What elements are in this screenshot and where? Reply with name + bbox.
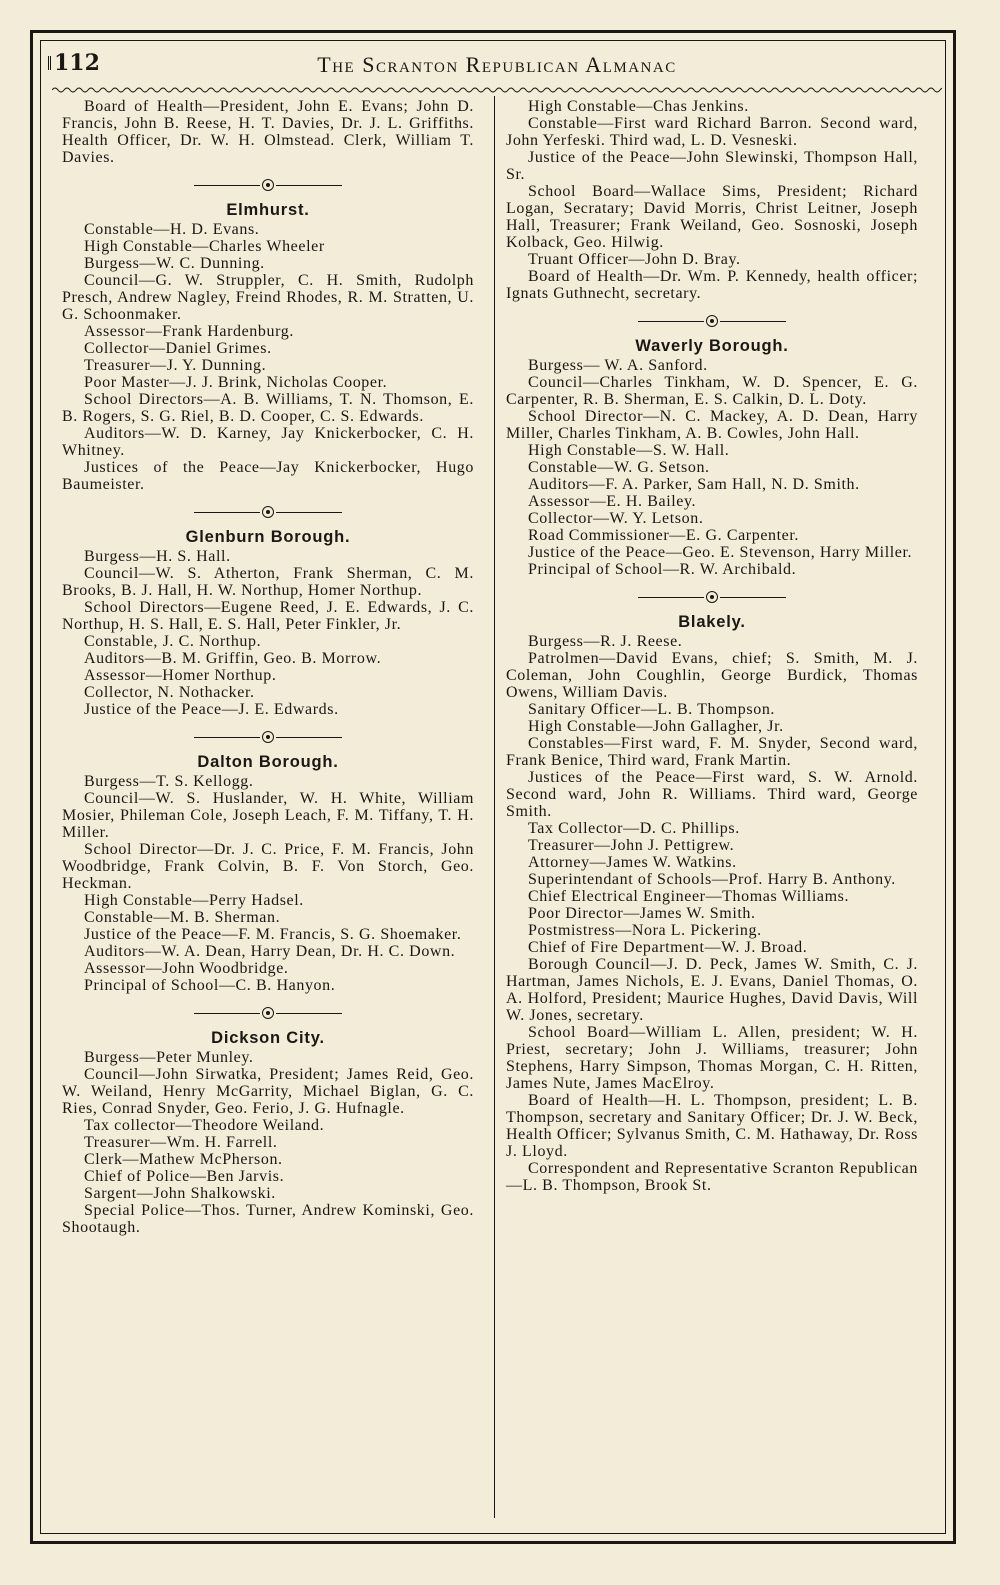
column-divider — [494, 96, 495, 1518]
directory-entry: Auditors—W. A. Dean, Harry Dean, Dr. H. C. Down. — [84, 943, 456, 960]
directory-entry: Burgess—R. J. Reese. — [528, 633, 683, 650]
directory-entry: Assessor—E. H. Bailey. — [528, 493, 697, 510]
directory-entry: Burgess—W. C. Dunning. — [84, 255, 265, 272]
directory-entry: High Constable—Charles Wheeler — [84, 238, 325, 255]
page-number: 112 — [54, 50, 100, 76]
right-column — [506, 98, 918, 1194]
directory-entry: Collector—W. Y. Letson. — [528, 510, 704, 527]
directory-entry: Auditors—F. A. Parker, Sam Hall, N. D. Smith. — [528, 476, 860, 493]
directory-entry: Council—W. S. Huslander, W. H. White, William Mosier, Phileman Cole, Joseph Leach, F. M. Tiffany, T. H. Miller. — [62, 790, 474, 841]
directory-entry: Principal of School—C. B. Hanyon. — [84, 977, 336, 994]
directory-entry: Poor Director—James W. Smith. — [528, 905, 756, 922]
directory-entry: Burgess— W. A. Sanford. — [528, 357, 708, 374]
directory-entry: Constable, J. C. Northup. — [84, 633, 262, 650]
directory-entry: Constable—M. B. Sherman. — [84, 909, 281, 926]
directory-entry: Correspondent and Representative Scranton Republican—L. B. Thompson, Brook St. — [506, 1160, 918, 1194]
directory-entry: Sargent—John Shalkowski. — [84, 1185, 276, 1202]
borough-section — [62, 1030, 474, 1236]
directory-entry: High Constable—Chas Jenkins. — [528, 98, 749, 115]
directory-entry: Auditors—B. M. Griffin, Geo. B. Morrow. — [84, 650, 382, 667]
directory-entry: Clerk—Mathew McPherson. — [84, 1151, 283, 1168]
directory-entry: School Directors—A. B. Williams, T. N. Thomson, E. B. Rogers, S. G. Riel, B. D. Cooper, C. S. Edwards. — [62, 391, 474, 425]
section-ornament — [506, 586, 918, 608]
directory-entry: Justice of the Peace—Geo. E. Stevenson, Harry Miller. — [528, 544, 913, 561]
directory-entry: Justice of the Peace—J. E. Edwards. — [84, 701, 339, 718]
directory-entry: Road Commissioner—E. G. Carpenter. — [528, 527, 800, 544]
directory-entry: Treasurer—John J. Pettigrew. — [528, 837, 735, 854]
section-title: Blakely. — [678, 613, 746, 631]
directory-entry: Assessor—John Woodbridge. — [84, 960, 289, 977]
directory-entry: Postmistress—Nora L. Pickering. — [528, 922, 762, 939]
left-column — [62, 98, 474, 1236]
directory-entry: Justice of the Peace—F. M. Francis, S. G. Shoemaker. — [84, 926, 462, 943]
directory-entry: Attorney—James W. Watkins. — [528, 854, 737, 871]
directory-entry: Burgess—Peter Munley. — [84, 1049, 254, 1066]
directory-entry: School Board—William L. Allen, president; W. H. Priest, secretary; John J. Williams, treasurer; John Stephens, Harry Simpson, Thomas Morgan, C. H. Ritten, James Nute, James MacElroy. — [506, 1024, 918, 1092]
directory-entry: School Director—Dr. J. C. Price, F. M. Francis, John Woodbridge, Frank Colvin, B. F. Von Storch, Geo. Heckman. — [62, 841, 474, 892]
section-title: Dalton Borough. — [197, 753, 339, 771]
directory-entry: Chief of Fire Department—W. J. Broad. — [528, 939, 808, 956]
directory-entry: Borough Council—J. D. Peck, James W. Smith, C. J. Hartman, James Nichols, E. J. Evans, Daniel Thomas, O. A. Holford, President; Maurice Hughes, David Davis, Will W. Jones, secretary. — [506, 956, 918, 1024]
directory-entry: School Board—Wallace Sims, President; Richard Logan, Secratary; David Morris, Christ Leitner, Joseph Hall, Treasurer; Frank Weiland, Geo. Sosnoski, Joseph Kolback, Geo. Hilwig. — [506, 183, 918, 251]
borough-section — [62, 202, 474, 493]
directory-entry: Council—Charles Tinkham, W. D. Spencer, E. G. Carpenter, R. B. Sherman, E. S. Calkin, D. L. Doty. — [506, 374, 918, 408]
directory-entry: High Constable—S. W. Hall. — [528, 442, 730, 459]
directory-entry: Chief of Police—Ben Jarvis. — [84, 1168, 285, 1185]
section-title: Dickson City. — [211, 1029, 325, 1047]
directory-entry: Tax Collector—D. C. Phillips. — [528, 820, 740, 837]
directory-entry: Chief Electrical Engineer—Thomas Williams. — [528, 888, 850, 905]
directory-entry: Sanitary Officer—L. B. Thompson. — [528, 701, 776, 718]
directory-entry: Assessor—Homer Northup. — [84, 667, 277, 684]
directory-entry: Council—John Sirwatka, President; James Reid, Geo. W. Weiland, Henry McGarrity, Michael Biglan, G. C. Ries, Conrad Snyder, Geo. Ferio, J. G. Hufnagle. — [62, 1066, 474, 1117]
directory-entry: Council—W. S. Atherton, Frank Sherman, C. M. Brooks, B. J. Hall, H. W. Northup, Homer Northup. — [62, 565, 474, 599]
section-ornament — [506, 310, 918, 332]
directory-entry: Special Police—Thos. Turner, Andrew Kominski, Geo. Shootaugh. — [62, 1202, 474, 1236]
borough-section — [506, 614, 918, 1194]
directory-entry: High Constable—John Gallagher, Jr. — [528, 718, 784, 735]
directory-entry: Constable—W. G. Setson. — [528, 459, 710, 476]
section-title: Glenburn Borough. — [185, 528, 351, 546]
borough-section — [62, 754, 474, 994]
directory-entry: Tax collector—Theodore Weiland. — [84, 1117, 325, 1134]
directory-entry: Constable—First ward Richard Barron. Second ward, John Yerfeski. Third wad, L. D. Vesneski. — [506, 115, 918, 149]
page-header — [52, 50, 942, 84]
section-title: Elmhurst. — [226, 201, 310, 219]
directory-entry: Constables—First ward, F. M. Snyder, Second ward, Frank Benice, Third ward, Frank Martin. — [506, 735, 918, 769]
directory-entry: Burgess—H. S. Hall. — [84, 548, 231, 565]
directory-entry: Burgess—T. S. Kellogg. — [84, 773, 254, 790]
directory-entry: Treasurer—Wm. H. Farrell. — [84, 1134, 278, 1151]
directory-entry: Board of Health—H. L. Thompson, president; L. B. Thompson, secretary and Sanitary Officer; Dr. J. W. Beck, Health Officer; Sylvanus Smith, C. M. Hathaway, Dr. Ross J. Lloyd. — [506, 1092, 918, 1160]
section-ornament — [62, 1002, 474, 1024]
directory-entry: Collector, N. Nothacker. — [84, 684, 255, 701]
directory-entry: Treasurer—J. Y. Dunning. — [84, 357, 267, 374]
directory-entry: High Constable—Perry Hadsel. — [84, 892, 304, 909]
section-ornament — [62, 501, 474, 523]
running-title: The Scranton Republican Almanac — [317, 52, 677, 77]
section-ornament — [62, 726, 474, 748]
borough-section — [62, 529, 474, 718]
directory-entry: Justice of the Peace—John Slewinski, Thompson Hall, Sr. — [506, 149, 918, 183]
section-ornament — [62, 174, 474, 196]
directory-entry: School Directors—Eugene Reed, J. E. Edwards, J. C. Northup, H. S. Hall, E. S. Hall, Peter Finkler, Jr. — [62, 599, 474, 633]
directory-entry: Principal of School—R. W. Archibald. — [528, 561, 797, 578]
borough-section — [506, 338, 918, 578]
directory-entry: Assessor—Frank Hardenburg. — [84, 323, 294, 340]
directory-entry: Board of Health—President, John E. Evans; John D. Francis, John B. Reese, H. T. Davies, Dr. J. L. Griffiths. Health Officer, Dr. W. H. Olmstead. Clerk, William T. Davies. — [62, 98, 474, 166]
directory-entry: School Director—N. C. Mackey, A. D. Dean, Harry Miller, Charles Tinkham, A. B. Cowles, John Hall. — [506, 408, 918, 442]
directory-entry: Patrolmen—David Evans, chief; S. Smith, M. J. Coleman, John Coughlin, George Burdick, Thomas Owens, William Davis. — [506, 650, 918, 701]
directory-entry: Justices of the Peace—Jay Knickerbocker, Hugo Baumeister. — [62, 459, 474, 493]
wavy-rule — [52, 86, 942, 94]
directory-entry: Council—G. W. Struppler, C. H. Smith, Rudolph Presch, Andrew Nagley, Freind Rhodes, R. M. Stratten, U. G. Schoonmaker. — [62, 272, 474, 323]
directory-entry: Constable—H. D. Evans. — [84, 221, 260, 238]
directory-entry: Justices of the Peace—First ward, S. W. Arnold. Second ward, John R. Williams. Third ward, George Smith. — [506, 769, 918, 820]
directory-entry: Truant Officer—John D. Bray. — [528, 251, 741, 268]
directory-entry: Auditors—W. D. Karney, Jay Knickerbocker, C. H. Whitney. — [62, 425, 474, 459]
section-title: Waverly Borough. — [635, 337, 789, 355]
directory-entry: Board of Health—Dr. Wm. P. Kennedy, health officer; Ignats Guthnecht, secretary. — [506, 268, 918, 302]
directory-entry: Poor Master—J. J. Brink, Nicholas Cooper. — [84, 374, 388, 391]
directory-entry: Superintendant of Schools—Prof. Harry B. Anthony. — [528, 871, 896, 888]
directory-entry: Collector—Daniel Grimes. — [84, 340, 272, 357]
